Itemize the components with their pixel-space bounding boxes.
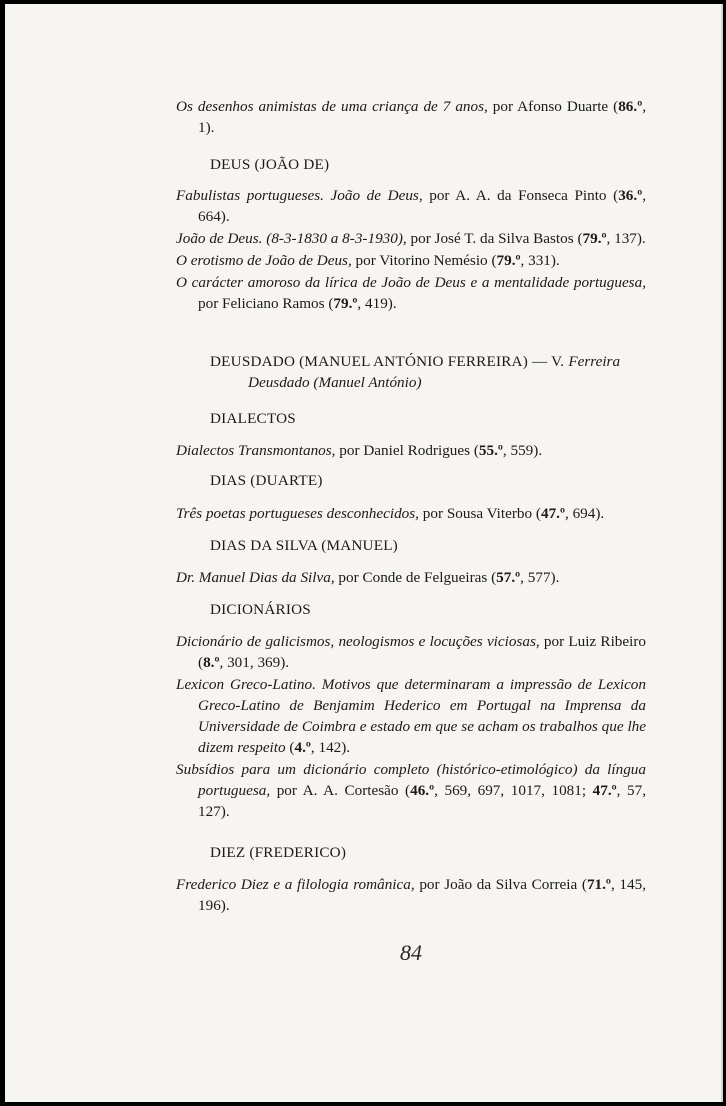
- entry-block-6: [176, 631, 646, 822]
- entry-block-1: [176, 96, 646, 138]
- bibliography-entry: Dr. Manuel Dias da Silva, por Conde de Felgueiras (57.º, 577).: [176, 569, 560, 586]
- bibliography-entry: Fabulistas portugueses. João de Deus, por A. A. da Fonseca Pinto (36.º, 664).: [176, 187, 646, 225]
- bibliography-entry: Dicionário de galicismos, neologismos e locuções viciosas, por Luiz Ribeiro (8.º, 301, 369).: [176, 633, 646, 671]
- entry-block-3: [176, 440, 646, 461]
- heading-deus: [176, 154, 646, 175]
- entry-block-5: [176, 567, 646, 588]
- page-number: 84: [400, 940, 422, 965]
- bibliography-entry: Lexicon Greco-Latino. Motivos que determinaram a impressão de Lexicon Greco-Latino de Benjamim Hederico em Portugal na Imprensa da Universidade de Coimbra e estado em que se acham os trabalhos que lhe dizem respeito (4.º, 142).: [176, 676, 646, 756]
- section-heading: DEUSDADO (MANUEL ANTÓNIO FERREIRA) — V. Ferreira: [210, 353, 621, 370]
- bibliography-entry: O erotismo de João de Deus, por Vitorino Nemésio (79.º, 331).: [176, 252, 560, 269]
- bibliography-entry: Dialectos Transmontanos, por Daniel Rodrigues (55.º, 559).: [176, 442, 543, 459]
- heading-dialectos: [176, 408, 646, 429]
- entry-block-7: [176, 874, 646, 916]
- heading-dias-silva: [176, 535, 646, 556]
- bibliography-entry: Subsídios para um dicionário completo (histórico-etimológico) da língua portuguesa, por A. A. Cortesão (46.º, 569, 697, 1017, 1081; 47.º, 57, 127).: [176, 761, 646, 820]
- heading-diez: [176, 842, 646, 863]
- bibliography-entry: O carácter amoroso da lírica de João de Deus e a mentalidade portuguesa, por Feliciano Ramos (79.º, 419).: [176, 274, 646, 312]
- bibliography-entry: Frederico Diez e a filologia românica, por João da Silva Correia (71.º, 145, 196).: [176, 876, 646, 914]
- bibliography-entry: Os desenhos animistas de uma criança de 7 anos, por Afonso Duarte (86.º, 1).: [176, 98, 646, 136]
- entry-block-2: [176, 185, 646, 314]
- section-heading: DICIONÁRIOS: [210, 601, 311, 618]
- heading-deusdado: [176, 351, 646, 393]
- heading-dicionarios: [176, 599, 646, 620]
- section-heading: DIAS DA SILVA (MANUEL): [210, 537, 398, 554]
- section-heading: DIEZ (FREDERICO): [210, 844, 347, 861]
- section-heading: DEUS (JOÃO DE): [210, 156, 330, 173]
- section-heading: DIAS (DUARTE): [210, 472, 323, 489]
- section-heading: DIALECTOS: [210, 410, 296, 427]
- heading-dias: [176, 470, 646, 491]
- cross-reference: Deusdado (Manuel António): [248, 374, 422, 391]
- bibliography-entry: Três poetas portugueses desconhecidos, por Sousa Viterbo (47.º, 694).: [176, 505, 605, 522]
- bibliography-entry: João de Deus. (8-3-1830 a 8-3-1930), por José T. da Silva Bastos (79.º, 137).: [176, 230, 646, 247]
- entry-block-4: [176, 503, 646, 524]
- book-page: [5, 4, 723, 1102]
